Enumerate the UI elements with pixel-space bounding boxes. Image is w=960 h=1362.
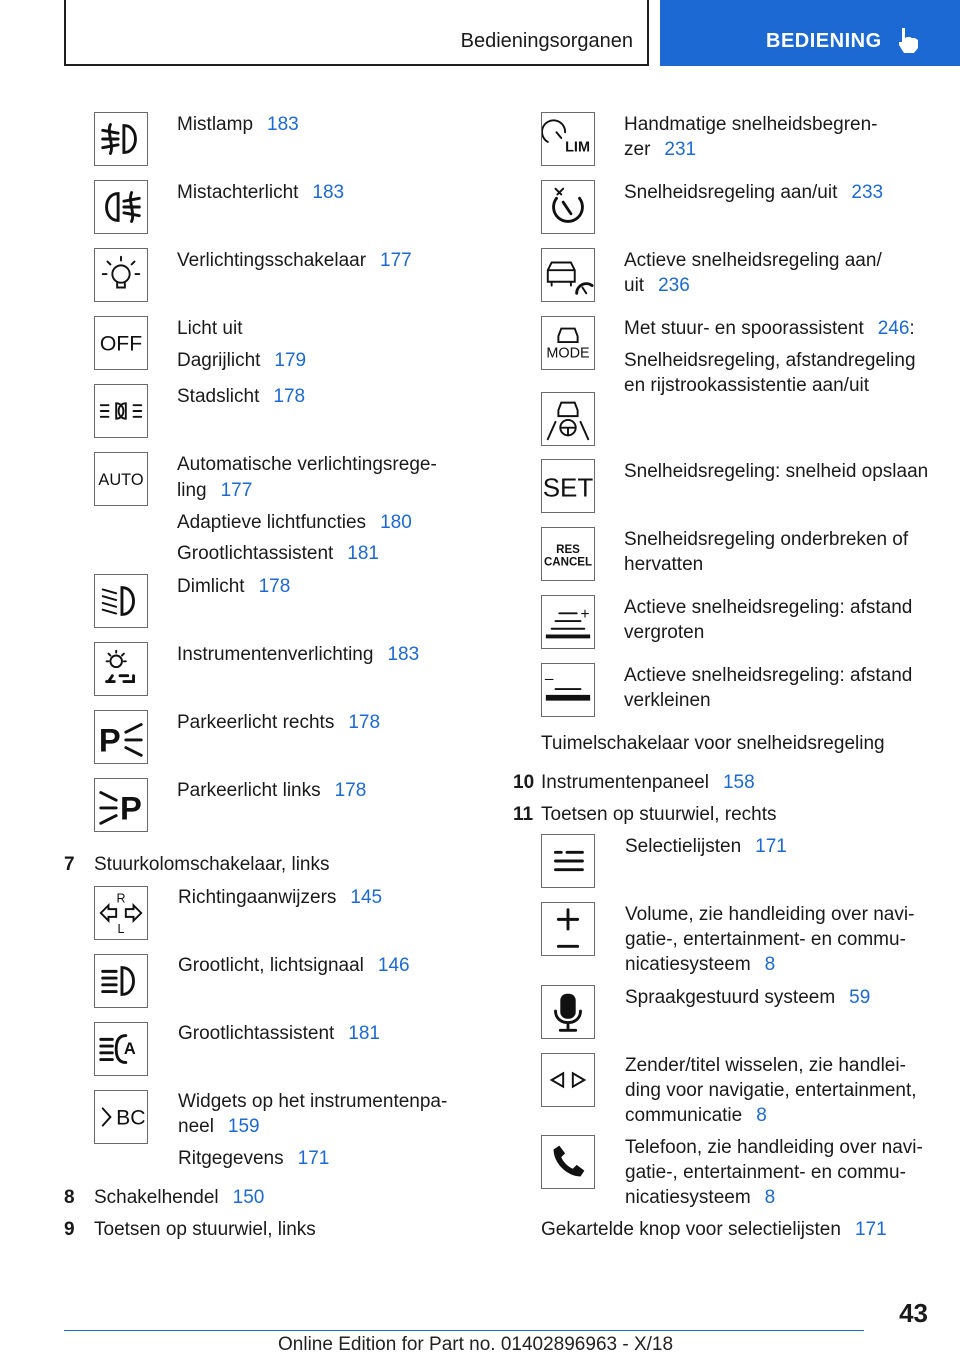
item-heading: Stuurkolomschakelaar, links [94, 854, 330, 875]
list-item: Grootlichtassistent 181 [177, 543, 379, 564]
light-switch-icon [94, 248, 148, 302]
knurled-knob-caption: Gekartelde knop voor selectielijsten 171 [541, 1219, 887, 1240]
list-item: ding voor navigatie, entertainment, [625, 1080, 917, 1101]
list-item: Automatische verlichtingsrege- [177, 454, 437, 475]
list-item: nicatiesysteem 8 [625, 1187, 776, 1208]
svg-text:P: P [98, 721, 121, 759]
list-item: Met stuur- en spoorassistent 246: [624, 318, 915, 339]
distance-decrease-icon [541, 663, 595, 717]
list-item: Volume, zie handleiding over navi- [625, 904, 915, 925]
svg-text:CANCEL: CANCEL [543, 556, 593, 569]
high-beam-icon [94, 954, 148, 1008]
speed-limiter-icon [541, 112, 595, 166]
svg-text:A: A [123, 1039, 136, 1058]
rocker-switch-caption: Tuimelschakelaar voor snelheidsregeling [541, 733, 885, 754]
parking-light-right-icon [94, 710, 148, 764]
auto-icon [94, 452, 148, 506]
list-item: gatie-, entertainment- en commu- [625, 929, 906, 950]
item-heading: Toetsen op stuurwiel, rechts [541, 804, 777, 825]
svg-text:–: – [544, 670, 554, 688]
track-skip-icon [541, 1053, 595, 1107]
item-number: 8 [64, 1187, 75, 1208]
fog-lamp-front-icon [94, 112, 148, 166]
list-item: Mistlamp 183 [177, 114, 299, 135]
turn-signal-icon [94, 886, 148, 940]
item-number: 9 [64, 1219, 75, 1240]
low-beam-icon [94, 574, 148, 628]
list-item: en rijstrookassistentie aan/uit [624, 375, 870, 396]
list-item: Verlichtingsschakelaar 177 [177, 250, 412, 271]
list-item: Instrumentenverlichting 183 [177, 644, 420, 665]
svg-text:LIM: LIM [565, 139, 590, 156]
rear-fog-lamp-icon [94, 180, 148, 234]
header-section-title: Bedieningsorganen [460, 30, 633, 52]
list-item: vergroten [624, 622, 705, 643]
list-item: uit 236 [624, 275, 690, 296]
svg-text:P: P [120, 789, 142, 827]
list-item: hervatten [624, 554, 704, 575]
list-item: Selectielijsten 171 [625, 836, 787, 857]
list-item: gatie-, entertainment- en commu- [625, 1162, 906, 1183]
item-heading: Instrumentenpaneel 158 [541, 772, 755, 793]
cruise-control-icon [541, 180, 595, 234]
parking-light-left-icon [94, 778, 148, 832]
list-item: Snelheidsregeling: snelheid opslaan [624, 461, 929, 482]
list-item: Mistachterlicht 183 [177, 182, 345, 203]
list-item: nicatiesysteem 8 [625, 954, 776, 975]
svg-text:R: R [116, 891, 126, 906]
svg-text:AUTO: AUTO [98, 470, 144, 489]
list-item: Snelheidsregeling, afstandregeling [624, 350, 916, 371]
list-item: Spraakgestuurd systeem 59 [625, 987, 871, 1008]
list-item: Snelheidsregeling aan/uit 233 [624, 182, 884, 203]
list-item: Handmatige snelheidsbegren- [624, 114, 878, 135]
hand-pointer-icon [896, 26, 922, 59]
footer-edition: Online Edition for Part no. 01402896963 - X/18 [278, 1334, 674, 1355]
list-item: zer 231 [624, 139, 697, 160]
list-item: communicatie 8 [625, 1105, 767, 1126]
list-item: Actieve snelheidsregeling: afstand [624, 597, 913, 618]
header-section-box [64, 0, 649, 66]
svg-text:BC: BC [116, 1106, 146, 1130]
list-item: Widgets op het instrumentenpa- [178, 1091, 448, 1112]
list-item: ling 177 [177, 480, 253, 501]
list-item: Parkeerlicht links 178 [177, 780, 367, 801]
active-cruise-control-icon [541, 248, 595, 302]
header-chapter-tab [660, 0, 960, 66]
list-item: Stadslicht 178 [177, 386, 306, 407]
header-chapter-title: BEDIENING [766, 30, 882, 52]
steering-assistant-icon [541, 392, 595, 446]
svg-text:MODE: MODE [546, 345, 590, 362]
item-heading: Schakelhendel 150 [94, 1187, 265, 1208]
list-item: Grootlicht, lichtsignaal 146 [178, 955, 410, 976]
off-icon [94, 316, 148, 370]
distance-increase-icon [541, 595, 595, 649]
parking-light-icon [94, 384, 148, 438]
list-item: Licht uit [177, 318, 243, 339]
svg-text:L: L [117, 922, 125, 937]
set-icon [541, 459, 595, 513]
list-item: Adaptieve lichtfuncties 180 [177, 512, 412, 533]
list-item: verkleinen [624, 690, 711, 711]
list-item: Richtingaanwijzers 145 [178, 887, 383, 908]
bc-icon [94, 1090, 148, 1144]
list-item: Ritgegevens 171 [178, 1148, 330, 1169]
item-number: 11 [513, 804, 534, 825]
list-item: Dimlicht 178 [177, 576, 291, 597]
volume-icon [541, 902, 595, 956]
list-item: neel 159 [178, 1116, 260, 1137]
instrument-lighting-icon [94, 642, 148, 696]
item-heading: Toetsen op stuurwiel, links [94, 1219, 316, 1240]
mode-icon [541, 316, 595, 370]
list-icon [541, 834, 595, 888]
microphone-icon [541, 985, 595, 1039]
list-item: Zender/titel wisselen, zie handlei- [625, 1055, 906, 1076]
list-item: Actieve snelheidsregeling aan/ [624, 250, 882, 271]
page-number: 43 [899, 1298, 928, 1328]
item-number: 10 [513, 772, 535, 793]
res-cancel-icon [541, 527, 595, 581]
list-item: Grootlichtassistent 181 [178, 1023, 380, 1044]
high-beam-assistant-icon [94, 1022, 148, 1076]
telephone-icon [541, 1135, 595, 1189]
svg-text:SET: SET [542, 472, 594, 503]
svg-text:+: + [580, 606, 590, 624]
list-item: Parkeerlicht rechts 178 [177, 712, 381, 733]
svg-text:RES: RES [556, 544, 580, 557]
item-number: 7 [64, 854, 75, 875]
list-item: Snelheidsregeling onderbreken of [624, 529, 909, 550]
list-item: Telefoon, zie handleiding over navi- [625, 1137, 923, 1158]
footer-divider [64, 1330, 864, 1331]
list-item: Actieve snelheidsregeling: afstand [624, 665, 913, 686]
svg-text:OFF: OFF [99, 332, 143, 356]
list-item: Dagrijlicht 179 [177, 350, 307, 371]
